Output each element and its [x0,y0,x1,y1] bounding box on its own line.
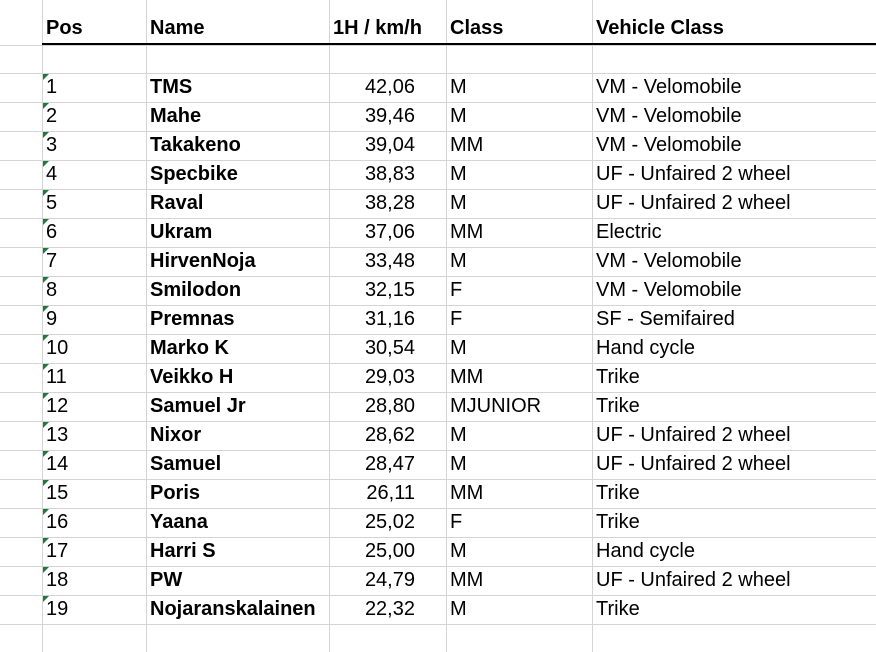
table-row [0,247,876,276]
cell-class[interactable]: M [450,163,467,185]
comment-indicator-icon [43,132,49,138]
cell-pos-text: 1 [46,76,58,98]
gridline [0,624,876,625]
cell-pos[interactable] [42,392,146,421]
header-bottom-border [42,43,876,45]
table-row [0,102,876,131]
table-row [0,537,876,566]
cell-speed[interactable]: 29,03 [364,366,415,388]
cell-pos[interactable] [42,334,146,363]
cell-vehicle-class[interactable]: UF - Unfaired 2 wheel [596,163,791,185]
cell-pos-text: 18 [46,569,69,591]
cell-name[interactable]: TMS [150,76,193,98]
cell-name[interactable]: Takakeno [150,134,241,156]
cell-class[interactable]: M [450,540,467,562]
cell-name[interactable]: Harri S [150,540,216,562]
cell-name[interactable]: Marko K [150,337,229,359]
cell-vehicle-class[interactable]: Hand cycle [596,337,695,359]
cell-vehicle-class[interactable]: VM - Velomobile [596,279,742,301]
header-cell-class[interactable]: Class [450,17,504,39]
comment-indicator-icon [43,596,49,602]
cell-class[interactable]: M [450,250,467,272]
cell-name[interactable]: Smilodon [150,279,242,301]
cell-vehicle-class[interactable]: Electric [596,221,662,243]
gridline [0,45,876,46]
comment-indicator-icon [43,161,49,167]
cell-name[interactable]: Premnas [150,308,235,330]
cell-pos[interactable] [42,508,146,537]
cell-class[interactable]: M [450,424,467,446]
cell-pos[interactable] [42,276,146,305]
cell-vehicle-class[interactable]: VM - Velomobile [596,76,742,98]
cell-pos[interactable] [42,450,146,479]
cell-speed[interactable]: 26,11 [366,482,415,504]
cell-class[interactable]: F [450,308,463,330]
cell-pos-text: 17 [46,540,69,562]
cell-class[interactable]: F [450,511,463,533]
cell-class[interactable]: M [450,337,467,359]
cell-class[interactable]: M [450,192,467,214]
cell-speed[interactable]: 22,32 [364,598,415,620]
cell-class[interactable]: MM [450,569,484,591]
cell-pos[interactable] [42,73,146,102]
cell-name[interactable]: Nixor [150,424,202,446]
table-row [0,508,876,537]
cell-speed[interactable]: 31,16 [364,308,415,330]
cell-name[interactable]: HirvenNoja [150,250,256,272]
cell-name[interactable]: Mahe [150,105,202,127]
cell-class[interactable]: MM [450,482,484,504]
cell-speed[interactable]: 39,46 [364,105,415,127]
comment-indicator-icon [43,364,49,370]
comment-indicator-icon [43,393,49,399]
cell-pos-text: 3 [46,134,58,156]
comment-indicator-icon [43,103,49,109]
table-row [0,218,876,247]
cell-pos[interactable] [42,160,146,189]
cell-class[interactable]: MJUNIOR [450,395,542,417]
header-cell-name[interactable]: Name [150,17,205,39]
cell-pos-text: 14 [46,453,69,475]
cell-vehicle-class[interactable]: Trike [596,395,640,417]
cell-speed[interactable]: 39,04 [364,134,415,156]
cell-speed[interactable]: 37,06 [364,221,415,243]
cell-speed[interactable]: 38,83 [364,163,415,185]
cell-speed[interactable]: 33,48 [364,250,415,272]
cell-vehicle-class[interactable]: Trike [596,511,640,533]
cell-name[interactable]: Samuel [150,453,222,475]
cell-vehicle-class[interactable]: UF - Unfaired 2 wheel [596,424,791,446]
table-row [0,189,876,218]
cell-name[interactable]: Ukram [150,221,213,243]
cell-class[interactable]: M [450,453,467,475]
table-row [0,479,876,508]
table-row [0,392,876,421]
cell-pos-text: 9 [46,308,58,330]
cell-name[interactable]: Veikko H [150,366,234,388]
cell-pos[interactable] [42,102,146,131]
cell-pos[interactable] [42,218,146,247]
table-row [0,160,876,189]
header-cell-speed[interactable]: 1H / km/h [333,17,422,39]
cell-name[interactable]: Yaana [150,511,208,533]
cell-vehicle-class[interactable]: SF - Semifaired [596,308,735,330]
cell-name[interactable]: Raval [150,192,204,214]
header-row [0,14,876,43]
cell-name[interactable]: Nojaranskalainen [150,598,316,620]
comment-indicator-icon [43,538,49,544]
comment-indicator-icon [43,567,49,573]
cell-pos[interactable] [42,247,146,276]
cell-vehicle-class[interactable]: Hand cycle [596,540,695,562]
cell-speed[interactable]: 38,28 [364,192,415,214]
cell-pos[interactable] [42,479,146,508]
cell-speed[interactable]: 28,62 [364,424,415,446]
cell-pos-text: 19 [46,598,69,620]
cell-pos-text: 11 [46,366,67,388]
comment-indicator-icon [43,335,49,341]
cell-name[interactable]: PW [150,569,183,591]
table-row [0,450,876,479]
table-row [0,73,876,102]
cell-pos[interactable] [42,537,146,566]
comment-indicator-icon [43,277,49,283]
cell-speed[interactable]: 28,80 [364,395,415,417]
cell-name[interactable]: Specbike [150,163,238,185]
cell-pos[interactable] [42,189,146,218]
cell-class[interactable]: MM [450,134,484,156]
comment-indicator-icon [43,451,49,457]
comment-indicator-icon [43,219,49,225]
cell-speed[interactable]: 24,79 [364,569,415,591]
comment-indicator-icon [43,74,49,80]
header-cell-vehicle-class[interactable]: Vehicle Class [596,17,724,39]
table-row [0,131,876,160]
cell-name[interactable]: Poris [150,482,201,504]
table-row [0,363,876,392]
cell-vehicle-class[interactable]: UF - Unfaired 2 wheel [596,569,791,591]
table-row [0,566,876,595]
cell-vehicle-class[interactable]: VM - Velomobile [596,250,742,272]
comment-indicator-icon [43,509,49,515]
cell-class[interactable]: M [450,76,467,98]
cell-vehicle-class[interactable]: Trike [596,482,640,504]
cell-class[interactable]: MM [450,221,484,243]
cell-vehicle-class[interactable]: VM - Velomobile [596,105,742,127]
cell-pos-text: 4 [46,163,58,185]
comment-indicator-icon [43,422,49,428]
cell-pos[interactable] [42,305,146,334]
table-row [0,276,876,305]
cell-pos[interactable] [42,595,146,624]
cell-speed[interactable]: 42,06 [364,76,415,98]
cell-pos-text: 2 [46,105,58,127]
table-row [0,305,876,334]
cell-speed[interactable]: 28,47 [364,453,415,475]
cell-name[interactable]: Samuel Jr [150,395,246,417]
cell-pos-text: 16 [46,511,69,533]
cell-speed[interactable]: 25,02 [364,511,415,533]
cell-vehicle-class[interactable]: UF - Unfaired 2 wheel [596,453,791,475]
cell-class[interactable]: MM [450,366,484,388]
cell-vehicle-class[interactable]: UF - Unfaired 2 wheel [596,192,791,214]
cell-pos[interactable] [42,421,146,450]
cell-speed[interactable]: 25,00 [364,540,415,562]
table-row [0,421,876,450]
comment-indicator-icon [43,480,49,486]
cell-vehicle-class[interactable]: VM - Velomobile [596,134,742,156]
cell-pos-text: 15 [46,482,69,504]
cell-class[interactable]: F [450,279,463,301]
cell-vehicle-class[interactable]: Trike [596,598,640,620]
comment-indicator-icon [43,248,49,254]
cell-speed[interactable]: 30,54 [364,337,415,359]
comment-indicator-icon [43,190,49,196]
cell-class[interactable]: M [450,598,467,620]
cell-pos-text: 5 [46,192,58,214]
cell-pos-text: 6 [46,221,58,243]
cell-pos[interactable] [42,566,146,595]
cell-pos[interactable] [42,363,146,392]
cell-class[interactable]: M [450,105,467,127]
cell-pos[interactable] [42,131,146,160]
cell-speed[interactable]: 32,15 [364,279,415,301]
cell-pos-text: 10 [46,337,69,359]
table-row [0,595,876,624]
table-row [0,334,876,363]
header-cell-pos[interactable]: Pos [46,17,83,39]
cell-pos-text: 8 [46,279,58,301]
cell-vehicle-class[interactable]: Trike [596,366,640,388]
cell-pos-text: 12 [46,395,69,417]
cell-pos-text: 13 [46,424,69,446]
comment-indicator-icon [43,306,49,312]
cell-pos-text: 7 [46,250,58,272]
